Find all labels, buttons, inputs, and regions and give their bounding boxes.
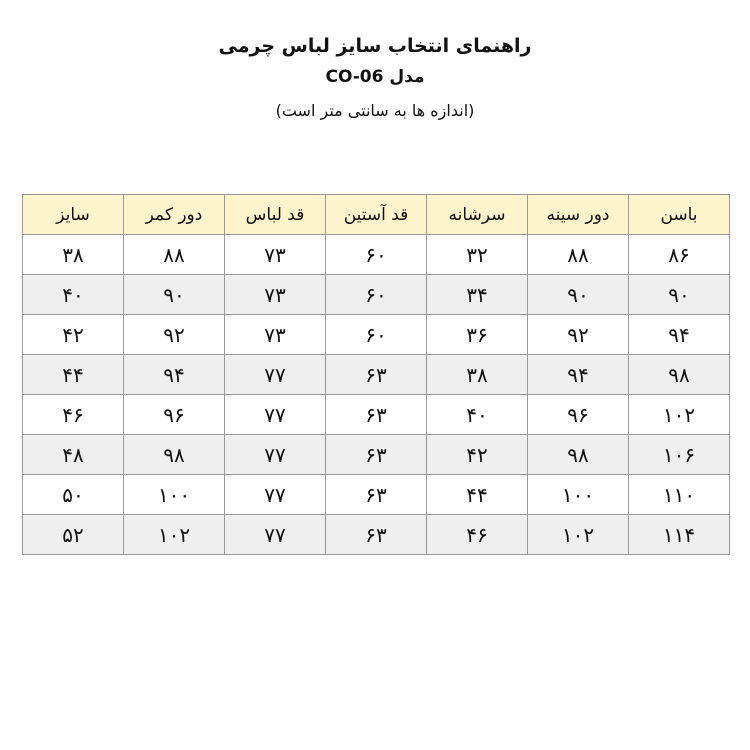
cell-hip: ۱۰۶ bbox=[629, 435, 730, 475]
model-subtitle: مدل CO-06 bbox=[325, 67, 425, 87]
cell-garment-length: ۷۷ bbox=[225, 515, 326, 555]
column-header-chest: دور سینه bbox=[528, 195, 629, 235]
cell-chest: ۹۲ bbox=[528, 315, 629, 355]
cell-size: ۴۲ bbox=[23, 315, 124, 355]
cell-size: ۴۶ bbox=[23, 395, 124, 435]
cell-garment-length: ۷۳ bbox=[225, 275, 326, 315]
cell-size: ۵۲ bbox=[23, 515, 124, 555]
cell-shoulder: ۴۶ bbox=[427, 515, 528, 555]
cell-garment-length: ۷۳ bbox=[225, 235, 326, 275]
table-row bbox=[23, 515, 730, 555]
table-row bbox=[23, 275, 730, 315]
cell-sleeve-length: ۶۳ bbox=[326, 395, 427, 435]
cell-waist: ۸۸ bbox=[124, 235, 225, 275]
cell-sleeve-length: ۶۳ bbox=[326, 355, 427, 395]
unit-note: (اندازه ها به سانتی متر است) bbox=[275, 101, 475, 120]
column-header-size: سایز bbox=[23, 195, 124, 235]
column-header-garment-length: قد لباس bbox=[225, 195, 326, 235]
cell-sleeve-length: ۶۳ bbox=[326, 515, 427, 555]
cell-size: ۴۴ bbox=[23, 355, 124, 395]
cell-sleeve-length: ۶۰ bbox=[326, 235, 427, 275]
cell-hip: ۹۰ bbox=[629, 275, 730, 315]
page-title: راهنمای انتخاب سایز لباس چرمی bbox=[218, 35, 532, 57]
cell-hip: ۱۰۲ bbox=[629, 395, 730, 435]
cell-size: ۴۸ bbox=[23, 435, 124, 475]
cell-sleeve-length: ۶۰ bbox=[326, 275, 427, 315]
cell-garment-length: ۷۷ bbox=[225, 355, 326, 395]
cell-shoulder: ۳۲ bbox=[427, 235, 528, 275]
cell-waist: ۹۲ bbox=[124, 315, 225, 355]
cell-hip: ۹۴ bbox=[629, 315, 730, 355]
cell-shoulder: ۴۴ bbox=[427, 475, 528, 515]
cell-shoulder: ۴۲ bbox=[427, 435, 528, 475]
cell-shoulder: ۴۰ bbox=[427, 395, 528, 435]
cell-waist: ۹۶ bbox=[124, 395, 225, 435]
cell-garment-length: ۷۳ bbox=[225, 315, 326, 355]
cell-chest: ۸۸ bbox=[528, 235, 629, 275]
cell-waist: ۹۸ bbox=[124, 435, 225, 475]
cell-shoulder: ۳۴ bbox=[427, 275, 528, 315]
cell-chest: ۱۰۲ bbox=[528, 515, 629, 555]
cell-waist: ۹۴ bbox=[124, 355, 225, 395]
cell-waist: ۱۰۰ bbox=[124, 475, 225, 515]
cell-shoulder: ۳۶ bbox=[427, 315, 528, 355]
column-header-sleeve-length: قد آستین bbox=[326, 195, 427, 235]
column-header-hip: باسن bbox=[629, 195, 730, 235]
cell-garment-length: ۷۷ bbox=[225, 435, 326, 475]
cell-chest: ۹۰ bbox=[528, 275, 629, 315]
cell-shoulder: ۳۸ bbox=[427, 355, 528, 395]
cell-hip: ۸۶ bbox=[629, 235, 730, 275]
cell-size: ۳۸ bbox=[23, 235, 124, 275]
table-row bbox=[23, 395, 730, 435]
cell-size: ۵۰ bbox=[23, 475, 124, 515]
cell-sleeve-length: ۶۳ bbox=[326, 475, 427, 515]
cell-hip: ۱۱۰ bbox=[629, 475, 730, 515]
cell-chest: ۹۶ bbox=[528, 395, 629, 435]
cell-chest: ۱۰۰ bbox=[528, 475, 629, 515]
cell-size: ۴۰ bbox=[23, 275, 124, 315]
table-row bbox=[23, 315, 730, 355]
cell-hip: ۹۸ bbox=[629, 355, 730, 395]
cell-chest: ۹۴ bbox=[528, 355, 629, 395]
cell-sleeve-length: ۶۰ bbox=[326, 315, 427, 355]
cell-hip: ۱۱۴ bbox=[629, 515, 730, 555]
cell-garment-length: ۷۷ bbox=[225, 475, 326, 515]
header bbox=[0, 30, 750, 126]
cell-waist: ۹۰ bbox=[124, 275, 225, 315]
cell-sleeve-length: ۶۳ bbox=[326, 435, 427, 475]
table-header-row bbox=[23, 195, 730, 235]
cell-garment-length: ۷۷ bbox=[225, 395, 326, 435]
column-header-shoulder: سرشانه bbox=[427, 195, 528, 235]
column-header-waist: دور کمر bbox=[124, 195, 225, 235]
table-row bbox=[23, 435, 730, 475]
cell-waist: ۱۰۲ bbox=[124, 515, 225, 555]
table-row bbox=[23, 475, 730, 515]
table-row bbox=[23, 355, 730, 395]
table-row bbox=[23, 235, 730, 275]
size-table bbox=[22, 194, 730, 555]
cell-chest: ۹۸ bbox=[528, 435, 629, 475]
